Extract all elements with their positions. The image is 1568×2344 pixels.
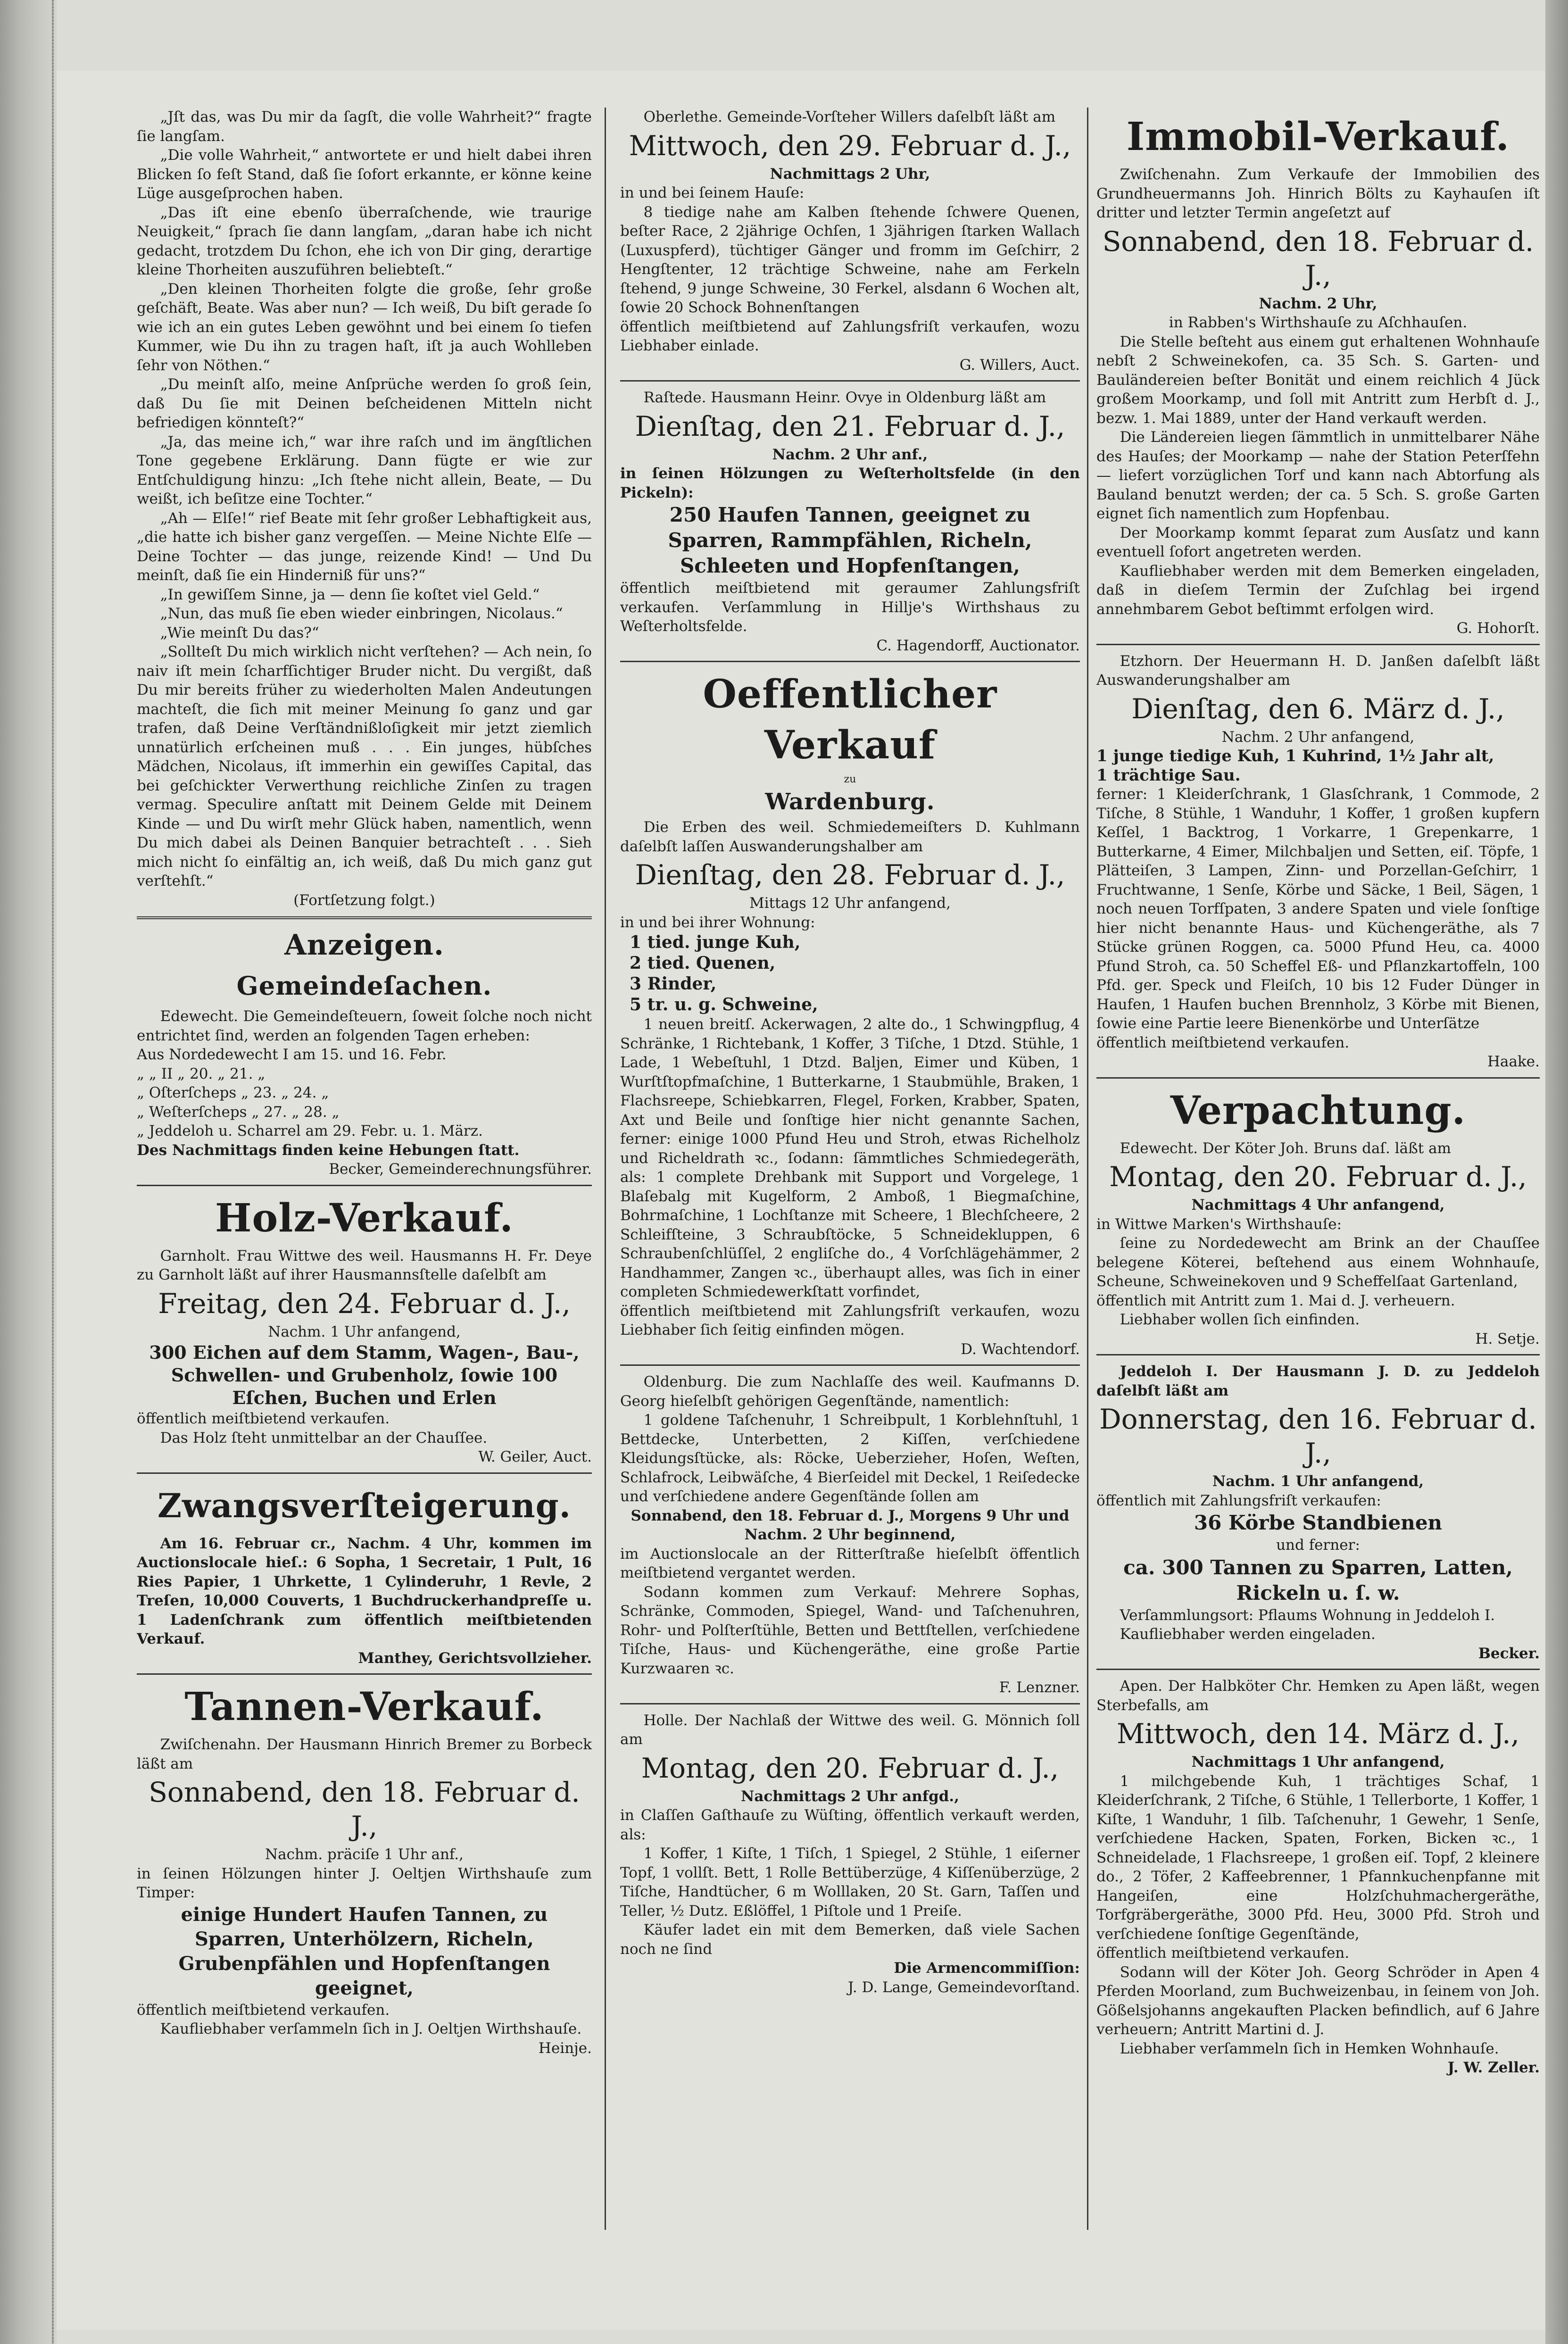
story-paragraph: „Den kleinen Thorheiten folgte die große, ſehr große geſchäft, Beate. Was aber nun? — Ich weiß, Du biſt gerade ſo wie ich an ein gutes Leben gewöhnt und bei einem ſo tiefen Kummer, wie Du ihn zu tragen haſt, iſt ja auch Wohlleben ſehr von Nöthen.“ (137, 280, 592, 374)
ad-goods: einige Hundert Haufen Tannen, zu Sparren, Unterhölzern, Richeln, Grubenpfählen und Hopfenſtangen geeignet, (178, 1903, 550, 1999)
ad-georg (620, 1372, 1080, 1697)
ad-signature: C. Hagendorff, Auctionator. (876, 637, 1080, 654)
ad-time: Nachmittags 4 Uhr anfangend, (1191, 1197, 1445, 1214)
ad-willers (620, 108, 1080, 374)
ad-gemeindesachen (137, 966, 592, 1179)
story-paragraph: „Ah — Elſe!“ rief Beate mit ſehr großer Lebhaftigkeit aus, „die hatte ich bisher ganz vergeſſen. — Meine Nichte Elſe — Deine Tochter — das junge, reizende Kind! — Und Du meinſt, daß ſie ein Hinderniß für uns?“ (137, 509, 592, 584)
ad-title: Holz-Verkauf. (215, 1195, 514, 1241)
story-paragraph: „Jſt das, was Du mir da ſagſt, die volle Wahrheit?“ fragte ſie langſam. (137, 108, 592, 145)
ad-text: Jeddeloh I. Der Hausmann J. D. zu Jeddeloh daſelbſt läßt am (1096, 1363, 1540, 1399)
ad-signature: D. Wachtendorf. (961, 1340, 1080, 1358)
column-1 (137, 108, 592, 2225)
ad-text: Die Erben des weil. Schmiedemeiſters D. Kuhlmann daſelbſt laſſen Auswanderungshalber am (620, 819, 1080, 855)
story-paragraph: „Du meinſt alſo, meine Anſprüche werden ſo groß ſein, daß Du ſie mit Deinen beſcheidenen Mitteln nicht befriedigen könnteſt?“ (137, 376, 592, 431)
ad-more: Sodann kommen zum Verkauf: Mehrere Sophas, Schränke, Commoden, Spiegel, Wand- und Taſchenuhren, Rohr- und Polſterſtühle, Betten und Bettſtellen, verſchiedene Tiſche, Haus- und Küchengeräthe, eine große Partie Kurzwaaren ꝛc. (620, 1583, 1080, 1677)
ad-place-title: Wardenburg. (765, 789, 935, 815)
schedule-row: „ „ II „ 20. „ 21. „ (137, 1065, 265, 1082)
ad-moennich (620, 1711, 1080, 1997)
ad-sale: öffentlich meiſtbietend verkaufen. (1096, 1945, 1350, 1962)
ad-rule (1096, 1354, 1540, 1355)
ad-rule (137, 1185, 592, 1186)
ad-signature: J. W. Zeller. (1447, 2059, 1540, 2076)
ad-text: Edewecht. Der Köter Joh. Bruns daſ. läßt am (1120, 1139, 1451, 1157)
ad-sale: öffentlich meiſtbietend verkaufen. (137, 1410, 390, 1427)
ad-title: Verpachtung. (1170, 1088, 1466, 1133)
book-binding-edge (0, 0, 57, 2344)
ad-body: Kaufliebhaber werden mit dem Bemerken eingeladen, daß in dieſem Termin der Zuſchlag bei irgend annehmbarem Gebot beſtimmt erfolgen wird. (1096, 562, 1540, 618)
ad-rule (620, 661, 1080, 662)
ad-date: Mittwoch, den 29. Februar d. J., (629, 129, 1071, 162)
list-item: 5 tr. u. g. Schweine, (630, 995, 818, 1014)
ad-note: Liebhaber wollen ſich einfinden. (1120, 1311, 1360, 1328)
ad-date: Sonnabend, den 18. Februar d. J., (149, 1776, 580, 1842)
ad-place: in ſeinen Hölzungen zu Weſterholtsfelde (in den Pickeln): (620, 465, 1080, 501)
ad-goods: 1 Koffer, 1 Kiſte, 1 Tiſch, 1 Spiegel, 2 Stühle, 1 eiſerner Topf, 1 vollſt. Bett, 1 Rolle Bettüberzüge, 4 Kiſſenüberzüge, 2 Tiſche, Handtücher, 6 m Wolllaken, 20 St. Garn, Taſſen und Teller, ½ Dutz. Eßlöffel, 1 Piſtole und 1 Preiſe. (620, 1845, 1080, 1920)
story-paragraph: „Die volle Wahrheit,“ antwortete er und hielt dabei ihren Blicken ſo feſt Stand, daß ſie ſofort erkannte, er könne keine Lüge ausgeſprochen haben. (137, 147, 592, 202)
ad-hemken (1096, 1677, 1540, 2078)
list-item: 2 tied. Quenen, (630, 953, 776, 973)
ad-place: im Auctionslocale an der Ritterſtraße hieſelbſt öffentlich meiſtbietend vergantet werden. (620, 1545, 1080, 1581)
ad-place: in Rabben's Wirthshauſe zu Aſchhauſen. (1169, 314, 1468, 331)
ad-place: in Wittwe Marken's Wirthshauſe: (1096, 1215, 1342, 1233)
ad-verpachtung (1096, 1085, 1540, 1349)
ad-text: Etzhorn. Der Heuermann H. D. Janßen daſelbſt läßt Auswanderungshalber am (1096, 652, 1540, 689)
ad-rule (1096, 1669, 1540, 1670)
ad-text: Raſtede. Hausmann Heinr. Ovye in Oldenburg läßt am (643, 389, 1046, 406)
ad-note: Kaufliebhaber verſammeln ſich in J. Oeltjen Wirthshauſe. (160, 2020, 582, 2037)
section-rule (137, 916, 592, 919)
column-divider (1087, 108, 1088, 2230)
ad-immobil-verkauf (1096, 111, 1540, 638)
ad-note: Des Nachmittags finden keine Hebungen ſtatt. (137, 1141, 520, 1159)
ad-body: Der Moorkamp kommt ſeparat zum Ausſatz und kann eventuell ſofort angetreten werden. (1096, 524, 1540, 560)
ad-place: öffentlich mit Zahlungsfriſt verkaufen: (1096, 1492, 1381, 1509)
ad-zu: zu (844, 773, 856, 785)
continuation-note: (Fortſetzung folgt.) (293, 891, 435, 909)
ad-date: Dienſtag, den 21. Februar d. J., (635, 410, 1065, 442)
ad-note: Käufer ladet ein mit dem Bemerken, daß viele Sachen noch ne ſind (620, 1921, 1080, 1958)
ad-time: Nachm. präciſe 1 Uhr anf., (265, 1846, 464, 1863)
ad-signature: F. Lenzner. (999, 1679, 1080, 1696)
ad-signature: G. Willers, Auct. (959, 356, 1080, 374)
schedule-row: „ Jeddeloh u. Scharrel am 29. Febr. u. 1. März. (137, 1122, 483, 1139)
ad-sale: öffentlich mit Antritt zum 1. Mai d. J. verheuern. (1096, 1292, 1455, 1309)
ad-rule (1096, 1077, 1540, 1079)
schedule-row: Aus Nordedewecht I am 15. und 16. Febr. (137, 1046, 447, 1063)
ad-time: Nachmittags 2 Uhr anfgd., (740, 1787, 960, 1805)
ad-signature: Becker. (1478, 1645, 1540, 1662)
ad-rule (620, 1364, 1080, 1366)
ad-text: Oberlethe. Gemeinde-Vorſteher Willers daſelbſt läßt am (643, 108, 1056, 125)
ad-rule (1096, 644, 1540, 645)
story-paragraph: „Wie meinſt Du das?“ (160, 624, 319, 641)
ad-text: Zwiſchenahn. Der Hausmann Hinrich Bremer zu Borbeck läßt am (137, 1736, 592, 1772)
ad-text: Am 16. Februar cr., Nachm. 4 Uhr, kommen im Auctionslocale hieſ.: 6 Sopha, 1 Secretair, 1 Pult, 16 Ries Papier, 1 Uhrkette, 1 Cylinderuhr, 1 Revle, 2 Treſen, 10,000 Couverts, 1 Buchdruckerhandpreſſe u. 1 Ladenſchrank zum öffentlich meiſtbietenden Verkauf. (137, 1535, 592, 1647)
ad-title: Oeffentlicher Verkauf (703, 672, 997, 768)
ad-date: Dienſtag, den 6. März d. J., (1131, 692, 1505, 725)
ad-signature: W. Geiler, Auct. (478, 1448, 592, 1465)
ad-signature: Heinje. (538, 2039, 592, 2057)
ad-date: Montag, den 20. Februar d. J., (641, 1752, 1059, 1784)
ad-goods: 300 Eichen auf dem Stamm, Wagen-, Bau-, Schwellen- und Grubenholz, ſowie 100 Eſchen, Buchen und Erlen (149, 1342, 580, 1408)
ad-rule (137, 1673, 592, 1675)
ad-date: Sonnabend, den 18. Februar d. J., Morgens 9 Uhr und Nachm. 2 Uhr beginnend, (631, 1507, 1070, 1543)
ad-goods: ca. 300 Tannen zu Sparren, Latten, Rickeln u. ſ. w. (1123, 1555, 1513, 1604)
schedule-row: „ Weſterſcheps „ 27. „ 28. „ (137, 1103, 340, 1121)
ad-time: Nachm. 1 Uhr anfangend, (1212, 1473, 1424, 1490)
ad-goods: 36 Körbe Standbienen (1194, 1511, 1443, 1534)
ad-holz-verkauf (137, 1193, 592, 1467)
ad-jeddeloh (1096, 1362, 1540, 1663)
ad-and: und ferner: (1276, 1537, 1360, 1554)
ad-sale: öffentlich meiſtbietend mit Zahlungsfriſt verkaufen, wozu Liebhaber ſich ſeitig einfinden mögen. (620, 1302, 1080, 1338)
ad-goods: 1 neuen breitſ. Ackerwagen, 2 alte do., 1 Schwingpflug, 4 Schränke, 1 Richtebank, 1 Koffer, 3 Tiſche, 1 Dtzd. Stühle, 1 Lade, 1 Webeſtuhl, 1 Dtzd. Baljen, Eimer und Küben, 1 Wurſtſtopfmaſchine, 1 Butterkarne, 1 Staubmühle, Braken, 1 Flachsreepe, Schiebkarren, Flegel, Forken, Krabber, Spaten, Axt und Beile und ſonſtige hier nicht genannte Sachen, ferner: einige 1000 Pfund Heu und Stroh, etwas Richelholz und Richeldrath ꝛc., ſodann: ſämmtliches Schmiedegeräth, als: 1 complete Drehbank mit Support und Vorgelege, 1 Blaſebalg mit Kugelform, 2 Amboß, 1 Biegmaſchine, Bohrmaſchine, 1 Lochſtanze mit Scheere, 1 Blechſcheere, 2 Schleifſteine, 3 Schraubſtöcke, 5 Schneidekluppen, 6 Schraubenſchlüſſel, 2 engliſche do., 4 Vorſchlägehämmer, 2 Handhammer, Zangen ꝛc., überhaupt alles, was ſich in einer completen Schmiedewerkſtatt vorfindet, (620, 1016, 1080, 1300)
ad-rule (620, 1703, 1080, 1704)
ad-text: Holle. Der Nachlaß der Wittwe des weil. G. Mönnich ſoll am (620, 1712, 1080, 1748)
livestock-list (620, 932, 1080, 1015)
ad-janssen (1096, 652, 1540, 1072)
list-item: 3 Rinder, (630, 974, 717, 994)
ad-time: Nachmittags 2 Uhr, (770, 165, 930, 183)
story-paragraph: „Sollteſt Du mich wirklich nicht verſtehen? — Ach nein, ſo naiv iſt mein ſcharfſichtiger Bruder nicht. Du vergißt, daß Du mir bereits früher zu wiederholten Malen Andeutungen machteſt, die ſich mit meiner Meinung ſo ganz und gar trafen, daß Deine Verſtändnißloſigkeit mir jetzt ziemlich unnatürlich erſcheinen muß . . . Ein junges, hübſches Mädchen, Nicolaus, iſt immerhin ein gewiſſes Capital, das bei geſchickter Verwerthung reichliche Zinſen zu tragen vermag. Speculire anſtatt mit Deinem Gelde mit Deinem Kinde — und Du wirſt mehr Glück haben, namentlich, wenn Du mich dabei als Deinen Banquier betrachteſt . . . Sieh mich nicht ſo einfältig an, ich weiß, daß Du mich ganz gut verſtehſt.“ (137, 643, 592, 889)
ad-time: Nachm. 1 Uhr anfangend, (268, 1323, 461, 1340)
ad-goods: 1 goldene Taſchenuhr, 1 Schreibpult, 1 Korblehnſtuhl, 1 Bettdecke, Unterbetten, 2 Kiſſen, verſchiedene Kleidungsſtücke, als: Röcke, Ueberzieher, Hoſen, Weſten, Schlafrock, Leibwäſche, 4 Bierſeidel mit Deckel, 1 Reiſedecke und verſchiedene andere Gegenſtände ſollen am (620, 1412, 1080, 1505)
ad-sale: öffentlich meiſtbietend verkaufen. (1096, 1034, 1350, 1051)
ad-text: Oldenburg. Die zum Nachlaſſe des weil. Kaufmanns D. Georg hieſelbſt gehörigen Gegenſtände, namentlich: (620, 1373, 1080, 1410)
ad-note: Das Holz ſteht unmittelbar an der Chauſſee. (160, 1429, 488, 1446)
ad-text: Garnholt. Frau Wittwe des weil. Hausmanns H. Fr. Deye zu Garnholt läßt auf ihrer Hausmannsſtelle daſelbſt am (137, 1247, 592, 1283)
ad-oeffentlicher-verkauf (620, 669, 1080, 1359)
ad-note: Liebhaber verſammeln ſich in Hemken Wohnhauſe. (1120, 2040, 1499, 2057)
serial-story (137, 108, 592, 910)
ad-time: Mittags 12 Uhr anfangend, (749, 895, 951, 912)
ad-date: Donnerstag, den 16. Februar d. J., (1099, 1403, 1537, 1469)
ad-signature: Die Armencommiſſion: (894, 1960, 1080, 1977)
ad-date: Freitag, den 24. Februar d. J., (158, 1287, 571, 1320)
ad-note: Kaufliebhaber werden eingeladen. (1120, 1626, 1376, 1643)
ad-tannen-verkauf (137, 1681, 592, 2058)
schedule-row: „ Oſterſcheps „ 23. „ 24. „ (137, 1084, 329, 1101)
ad-body: Die Stelle beſteht aus einem gut erhaltenen Wohnhauſe nebſt 2 Schweinekofen, ca. 35 Sch. S. Garten- und Bauländereien beſter Bonität und einem reichlich 4 Jück großem Moorkamp, und ſoll mit Antritt zum Herbſt d. J., bezw. 1. Mai 1889, unter der Hand verkauft werden. (1096, 333, 1540, 427)
ad-signature: G. Hohorſt. (1456, 620, 1540, 637)
column-divider (605, 108, 606, 2230)
ad-title: Gemeindeſachen. (236, 971, 492, 1001)
ad-sale: öffentlich meiſtbietend auf Zahlungsfriſt verkaufen, wozu Liebhaber einlade. (620, 318, 1080, 354)
column-2 (620, 108, 1080, 2235)
ad-title: Immobil-Verkauf. (1126, 114, 1510, 159)
ad-text: Edewecht. Die Gemeindeſteuern, ſoweit ſolche noch nicht entrichtet ſind, werden an folgenden Tagen erheben: (137, 1008, 592, 1044)
ad-body: ſeine zu Nordedewecht am Brink an der Chauſſee belegene Köterei, beſtehend aus einem Wohnhauſe, Scheune, Schweinekoven und 9 Scheffelſaat Gartenland, (1096, 1235, 1540, 1290)
ad-signature: Manthey, Gerichtsvollzieher. (358, 1649, 592, 1667)
ad-place: in und bei ſeinem Hauſe: (620, 184, 805, 201)
ad-sale: öffentlich meiſtbietend verkaufen. (137, 2001, 390, 2019)
ad-goods: 250 Haufen Tannen, geeignet zu Sparren, Rammpfählen, Richeln, Schleeten und Hopfenſtangen, (668, 503, 1032, 577)
ad-date: Sonnabend, den 18. Februar d. J., (1102, 225, 1534, 291)
list-item: 1 trächtige Sau. (1096, 765, 1241, 785)
ad-place: in Claſſen Gaſthauſe zu Wüſting, öffentlich verkauft werden, als: (620, 1807, 1080, 1843)
ad-zwangsversteigerung (137, 1480, 592, 1668)
story-paragraph: „In gewiſſem Sinne, ja — denn ſie koſtet viel Geld.“ (160, 586, 540, 603)
ad-note: Verſammlungsort: Pflaums Wohnung in Jeddeloh I. (1120, 1606, 1495, 1624)
ad-text: Apen. Der Halbköter Chr. Hemken zu Apen läßt, wegen Sterbefalls, am (1096, 1678, 1540, 1714)
ad-signature: Haake. (1487, 1053, 1540, 1070)
ad-date: Montag, den 20. Februar d. J., (1109, 1161, 1527, 1193)
story-paragraph: „Nun, das muß ſie eben wieder einbringen, Nicolaus.“ (160, 605, 563, 622)
ad-goods: ferner: 1 Kleiderſchrank, 1 Glasſchrank, 1 Commode, 2 Tiſche, 8 Stühle, 1 Wanduhr, 1 Koffer, 1 großen kupfern Keſſel, 1 Backtrog, 1 Vorkarre, 1 Grepenkarre, 1 Butterkarne, 4 Eimer, Milchbaljen und Setten, eiſ. Töpfe, 1 Plätteiſen, 3 Lampen, Zinn- und Porzellan-Geſchirr, 1 Fruchtwanne, 1 Senſe, Körbe und Säcke, 1 Beil, Sägen, 1 noch neuen Torfſpaten, 3 andere Spaten und viele ſonſtige hier nicht benannte Haus- und Küchengeräthe, als 7 Stücke grünen Roggen, ca. 5000 Pfund Heu, ca. 4000 Pfund Stroh, ca. 50 Scheffel Eß- und Pflanzkartoffeln, 100 Pfd. ger. Speck und Fleiſch, 10 bis 12 Fuder Dünger in Haufen, 1 Haufen buchen Brennholz, 3 Körbe mit Bienen, ſowie eine Partie leere Bienenkörbe und Unterſätze (1096, 786, 1540, 1032)
ad-time: Nachm. 2 Uhr, (1259, 295, 1377, 312)
ad-time: Nachm. 2 Uhr anf., (772, 446, 928, 463)
column-3 (1096, 108, 1540, 2235)
ad-signature: H. Setje. (1475, 1330, 1540, 1347)
ad-title: Zwangsverſteigerung. (157, 1486, 572, 1525)
ad-place: in ſeinen Hölzungen hinter J. Oeltjen Wirthshauſe zum Timper: (137, 1865, 592, 1901)
ad-text: Zwiſchenahn. Zum Verkaufe der Immobilien des Grundheuermanns Joh. Hinrich Bölts zu Kayhauſen iſt dritter und letzter Termin angeſetzt auf (1096, 166, 1540, 221)
story-paragraph: „Ja, das meine ich,“ war ihre raſch und im ängſtlichen Tone gegebene Erklärung. Dann fügte er wie zur Entſchuldigung hinzu: „Ich ſtehe nicht allein, Beate, — Du weißt, ich beſitze eine Tochter.“ (137, 433, 592, 507)
ad-time: Nachm. 2 Uhr anfangend, (1221, 728, 1415, 746)
ad-signature: J. D. Lange, Gemeindevorſtand. (847, 1978, 1080, 1996)
section-heading-anzeigen: Anzeigen. (284, 929, 444, 962)
ad-goods: 1 milchgebende Kuh, 1 trächtiges Schaf, 1 Kleiderſchrank, 2 Tiſche, 6 Stühle, 1 Tellerborte, 1 Koffer, 1 Kiſte, 1 Wanduhr, 1 ſilb. Taſchenuhr, 1 Gewehr, 1 Senſe, verſchiedene Hacken, Spaten, Forken, Bicken ꝛc., 1 Schneidelade, 1 Flachsreepe, 1 großen eiſ. Topf, 2 kleinere do., 2 Töfer, 2 Kaffeebrenner, 1 Pfannkuchenpfanne mit Hangeiſen, eine Holzſchuhmachergeräthe, Torfgräbergeräthe, 3000 Pfd. Heu, 3000 Pfd. Stroh und verſchiedene ſonſtige Gegenſtände, (1096, 1772, 1540, 1943)
ad-time: Nachmittags 1 Uhr anfangend, (1191, 1754, 1445, 1770)
list-item: 1 junge tiedige Kuh, 1 Kuhrind, 1½ Jahr alt, (1096, 747, 1494, 765)
page-right-edge (1545, 0, 1568, 2344)
ad-place: in und bei ihrer Wohnung: (620, 914, 815, 931)
ad-ovye (620, 388, 1080, 655)
ad-title: Tannen-Verkauf. (184, 1684, 544, 1729)
ad-date: Mittwoch, den 14. März d. J., (1116, 1718, 1520, 1750)
list-item: 1 tied. junge Kuh, (630, 932, 801, 952)
ad-signature: Becker, Gemeinderechnungsführer. (329, 1161, 592, 1178)
ad-goods: 8 tiedige nahe am Kalben ſtehende ſchwere Quenen, beſter Race, 2 2jährige Ochſen, 1 3jährigen ſtarken Wallach (Luxuspferd), tüchtiger Gänger und fromm im Geſchirr, 2 Hengſtenter, 12 trächtige Schweine, nahe am Ferkeln ſtehend, 9 junge Schweine, 30 Ferkel, alsdann 6 Wochen alt, ſowie 20 Schock Bohnenſtangen (620, 203, 1080, 316)
ad-rule (620, 380, 1080, 382)
story-paragraph: „Das iſt eine ebenſo überraſchende, wie traurige Neuigkeit,“ ſprach ſie dann langſam, „daran habe ich nicht gedacht, trotzdem Du ſchon, ehe ich von Dir ging, derartige kleine Thorheiten auszuführen beliebteſt.“ (137, 204, 592, 278)
ad-body: Sodann will der Köter Joh. Georg Schröder in Apen 4 Pferden Moorland, zum Buchweizenbau, in ſeinem von Joh. Gößelsjohanns angekauften Placken befindlich, auf 6 Jahre verheuern; Antritt Martini d. J. (1096, 1963, 1540, 2038)
ad-date: Dienſtag, den 28. Februar d. J., (635, 859, 1065, 891)
ad-rule (137, 1472, 592, 1474)
ad-body: Die Ländereien liegen ſämmtlich in unmittelbarer Nähe des Hauſes; der Moorkamp — nahe der Station Peterſfehn — liefert vorzüglichen Torf und kann nach Abtorfung als Bauland benutzt werden; der ca. 5 Sch. S. große Garten eignet ſich namentlich zum Hopfenbau. (1096, 429, 1540, 522)
ad-sale: öffentlich meiſtbietend mit geraumer Zahlungsfriſt verkaufen. Verſammlung in Hillje's Wirthshaus zu Weſterholtsfelde. (620, 580, 1080, 635)
